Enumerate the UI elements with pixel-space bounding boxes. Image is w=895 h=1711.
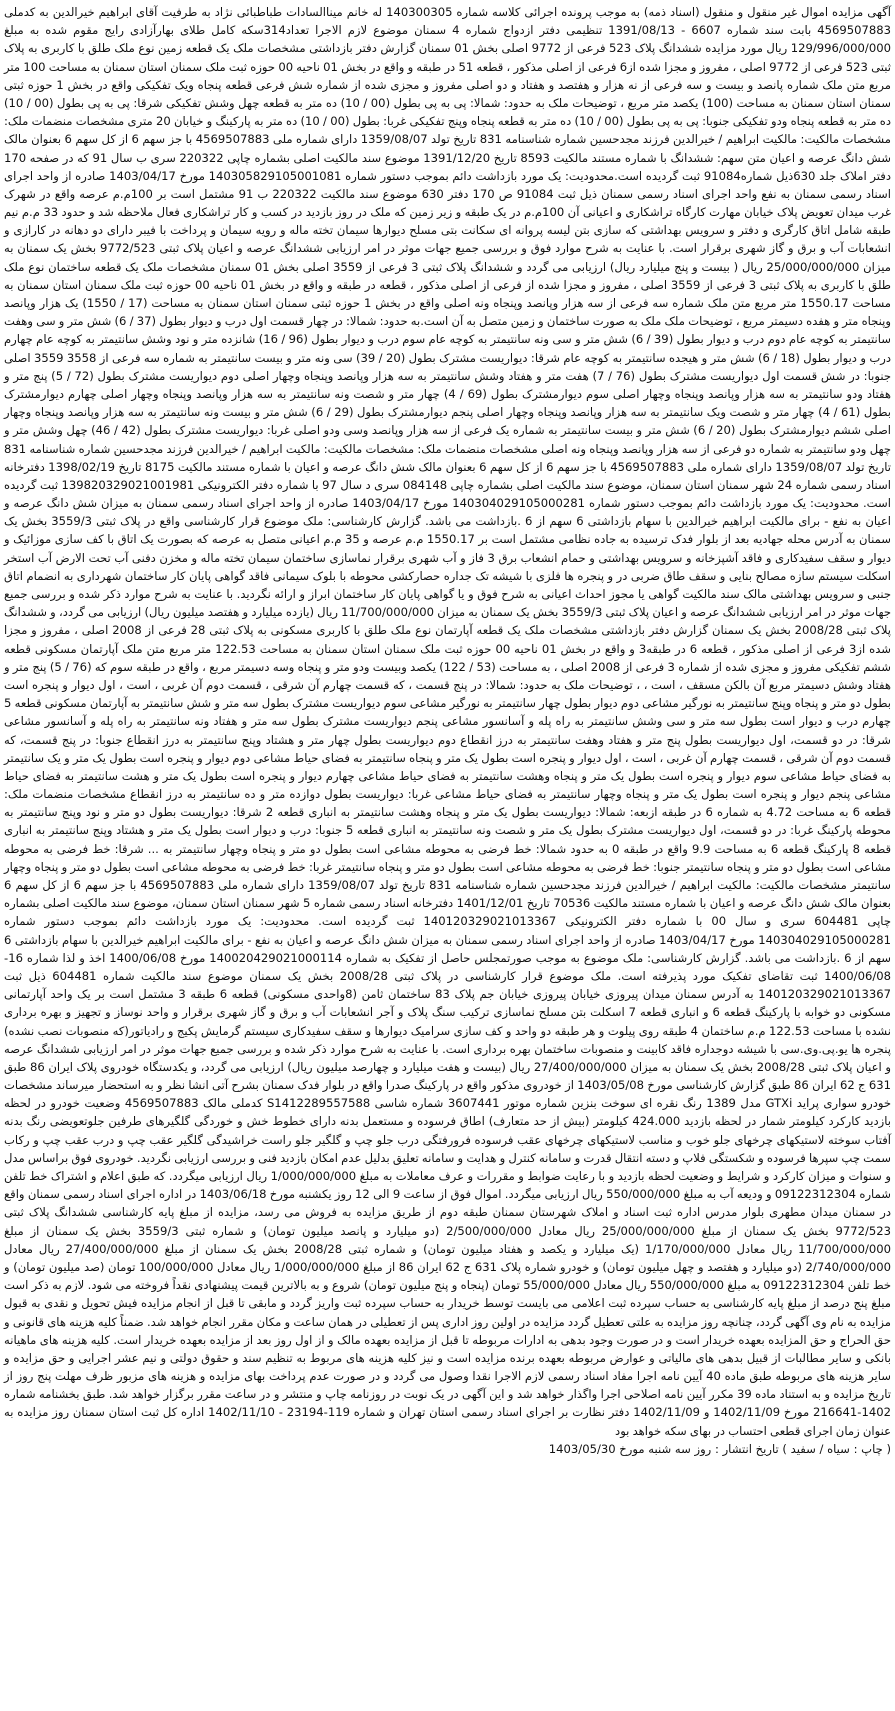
publication-footer: ( چاپ : سیاه / سفید ) تاریخ انتشار : روز سه شنبه مورخ 1403/05/30 (548, 1441, 891, 1456)
auction-notice-body: آگهی مزایده اموال غیر منقول و منقول (اسناد ذمه) به موجب پرونده اجرائی کلاسه شماره 140300305 له خانم میناالسادات طباطبائی نژاد به طرفیت آقای ابراهیم خیرالدین به کدملی 4569507883 بابت سند شماره 6607 - 1391/08/13 تنظیمی دفتر ازدواج شماره 4 سمنان موضوع لازم الاجرا تعداد314سکه کامل طلای بهارآزادی رایج مقوم شده به مبلغ 129/996/000/000 ریال مورد مزایده ششدانگ پلاک 523 فرعی از 9772 اصلی بخش 01 سمنان گزارش دفتر بازداشتی مشخصات ملک یک قطعه زمین نوع ملک طلق با کاربری به پلاک ثبتی 523 فرعی از 9772 اصلی ، مفروز و مجزا شده از6 فرعی از اصلی مذکور ، قطعه 51 در طبقه و واقع در بخش 01 ناحیه 00 حوزه ثبت ملک سمنان استان سمنان به مساحت 100 متر مربع متن ملک شماره پانصد و بیست و سه فرعی از نه هزار و هفتصد و هفتاد و دو اصلی مفروز و مجزی شده از شماره شش فرعی قطعه پنجاه ویک تفکیکی واقع در بخش 1 حوزه ثبتی سمنان استان سمنان به مساحت (100) یکصد متر مربع ، توضیحات ملک به حدود: شمالا: پی به پی بطول (00 / 10) ده متر به قطعه چهل وشش تفکیکی شرقا: پی به پی بطول (00 / 10) ده متر به قطعه پنجاه ودو تفکیکی جنوبا: پی به پی بطول (00 / 10) ده متر به قطعه پنجاه وپنج تفکیکی غربا: بطول (00 / 10) ده متر به پارکینگ و خیابان 20 متری مشخصات منضمات ملک: مشخصات مالکیت: مالکیت ابراهیم / خیرالدین فرزند مجدحسین شماره شناسنامه 831 تاریخ تولد 1359/08/07 دارای شماره ملی 4569507883 با جز سهم 6 از کل سهم 6 بعنوان مالک شش دانگ عرصه و اعیان متن سهم: ششدانگ با شماره مستند مالکیت 8593 تاریخ 1391/12/20 موضوع سند مالکیت اصلی بشماره چاپی 220322 سری ب سال 91 که در صفحه 170 دفتر املاک جلد 630ذیل شماره91084 ثبت گردیده است.محدودیت: یک مورد بازداشت دائم بموجب دستور شماره 140305829105001081 مورخ 1403/04/17 صادره از واحد اجرای اسناد رسمی سمنان به نفع واحد اجرای اسناد رسمی سمنان ذیل ثبت 91084 ص 170 دفتر 630 موضوع سند مالکیت 220322 ب 91 مشتمل است بر 100م.م عرصه واقع در شهرک غرب میدان تعویض پلاک خیابان مهارت کارگاه تراشکاری و اعیانی آن 100م.م در یک طبقه و زیر زمین که ملک در روز بازدید در کسب و کار تراشکاری فعال ملاحظه شد و حدود 33 م.م نیم طبقه شامل اتاق کارگری و دفتر و سرویس بهداشتی که سازی بتن لیسه پروانه ای سکانت بتی مسلح دیوارها سیمان تخته ماله و رویه سیمان و پرداخت با فیبر دارای دو دهانه در کارازی و انشعابات آب و برق و گاز شهری برقرار است. با عنایت به شرح موارد فوق و بررسی جمیع جهات موثر در امر ارزیابی ششدانگ عرصه و اعیان پلاک ثبتی 9772/523 بخش یک سمنان به میزان 25/000/000/000 ریال ( بیست و پنج میلیارد ریال) ارزیابی می گردد و ششدانگ پلاک ثبتی 3 فرعی از 3559 اصلی بخش 01 سمنان مشخصات ملک یک قطعه ساختمان نوع ملک طلق با کاربری به پلاک ثبتی 3 فرعی از 3559 اصلی ، مفروز و مجزا شده از فرعی از اصلی مذکور ، قطعه در طبقه و واقع در بخش 01 ناحیه 00 حوزه ثبت ملک سمنان استان سمنان به مساحت 1550.17 متر مربع متن ملک شماره سه فرعی از سه هزار وپانصد وپنجاه ونه اصلی واقع در بخش 1 حوزه ثبتی سمنان استان سمنان به مساحت (17 / 1550) یک هزار وپانصد وپنجاه متر و هفده دسیمتر مربع ، توضیحات ملک ملک به صورت ساختمان و زمین متصل به آن است.به حدود: شمالا: در چهار قسمت اول درب و دیوار بطول (37 / 6) شش متر و سی وهفت سانتیمتر به کوچه عام دوم درب و دیوار بطول (39 / 6) شش متر و سی ونه سانتیمتر به کوچه عام سوم درب و دیوار بطول (96 / 16) شانزده متر و نود وشش سانتیمتر به کوچه عام چهارم درب و دیوار بطول (18 / 6) شش متر و هیجده سانتیمتر به کوچه عام شرقا: دیواریست مشترک بطول (20 / 39) سی ونه متر و بیست سانتیمتر به شماره سه فرعی از 3558 3559 اصلی جنوبا: در شش قسمت اول دیواریست مشترک بطول (76 / 7) هفت متر و هفتاد وشش سانتیمتر به سه هزار وپانصد وپنجاه وچهار اصلی دوم دیواریست مشترک بطول (72 / 5) پنج متر و هفتاد ودو سانتیمتر به سه هزار وپانصد وپنجاه وچهار اصلی سوم دیوارمشترک بطول (69 / 4) چهار متر و شصت ونه سانتیمتر به سه هزار وپانصد وپنجاه وچهار اصلی چهارم دیوارمشترک بطول (61 / 4) چهار متر و شصت ویک سانتیمتر به سه هزار وپانصد وپنجاه وچهار اصلی پنجم دیوارمشترک بطول (29 / 6) شش متر و بیست ونه سانتیمتر به سه هزار وپانصد وپنجاه وچهار اصلی ششم دیوارمشترک بطول (20 / 6) شش متر و بیست سانتیمتر به شماره یک فرعی از سه هزار وپانصد وسی ودو اصلی غربا: دیواریست مشترک بطول (42 / 46) چهل وشش متر و چهل ودو سانتیمتر به شماره دو فرعی از سه هزار وپانصد وپنجاه ونه اصلی مشخصات منضمات ملک: مشخصات مالکیت: مالکیت ابراهیم / خیرالدین فرزند مجدحسین شماره شناسنامه 831 تاریخ تولد 1359/08/07 دارای شماره ملی 4569507883 با جز سهم 6 از کل سهم 6 بعنوان مالک شش دانگ عرصه و اعیان با شماره مستند مالکیت 8175 تاریخ 1398/02/19 دفترخانه اسناد رسمی شماره 24 شهر سمنان استان سمنان، موضوع سند مالکیت اصلی بشماره چاپی 084148 سری د سال 97 با شماره دفتر الکترونیکی 139820329021001981 ثبت گردیده است. محدودیت: یک مورد بازداشت دائم بموجب دستور شماره 140304029105000281 مورخ 1403/04/17 صادره از واحد اجرای اسناد رسمی سمنان به میزان شش دانگ عرصه و اعیان به نفع - برای مالکیت ابراهیم خیرالدین با سهام بازداشتی 6 سهم از 6 .بازداشت می باشد. گزارش کارشناسی: ملک موضوع قرار کارشناسی واقع در پلاک ثبتی 3559/3 بخش یک سمنان به آدرس محله جهادیه بعد از بلوار فدک ترسیده به جاده نظامی مشتمل است بر 1550.17 م.م عرصه و 35 م.م اعیانی متصل به عرصه که بصورت یک اتاق با کف سازی موزائیک و دیوار و سقف سفیدکاری و فاقد آشپزخانه و سرویس بهداشتی و حمام انشعاب برق 3 فاز و آب شهری برقرار نماسازی ساختمان سیمان تخته ماله و مخزن دفنی آب تحت الارض آب استخر اسکلت سیستم سازه مصالح بنایی و سقف طاق ضربی در و پنجره ها فلزی با شیشه تک جداره حصارکشی محوطه با بلوک سیمانی فاقد گواهی پایان کار ساختمان شهرداری به انضمام اتاق جنبی و سرویس بهداشتی مالک سند مالکیت گواهی یا مجوز احداث اعیانی به شرح فوق و یا گواهی پایان کار ساختمان ابراز و ارائه نگردید. با عنایت به شرح موارد ذکر شده و بررسی جمیع جهات موثر در امر ارزیابی ششدانگ عرصه و اعیان پلاک ثبتی 3559/3 بخش یک سمنان به میزان 11/700/000/000 ریال (یازده میلیارد و هفتصد میلیون ریال) ارزیابی می گردد، و ششدانگ پلاک ثبتی 2008/28 بخش یک سمنان گزارش دفتر بازداشتی مشخصات ملک یک قطعه آپارتمان نوع ملک طلق با کاربری مسکونی به پلاک ثبتی 28 فرعی از 2008 اصلی ، مفروز و مجزا شده از3 فرعی از اصلی مذکور ، قطعه 6 در طبقه3 و واقع در بخش 01 ناحیه 00 حوزه ثبت ملک سمنان استان سمنان به مساحت 122.53 متر مربع متن ملک آپارتمان مسکونی قطعه ششم تفکیکی مفروز و مجزی شده از شماره 3 فرعی از 2008 اصلی ، به مساحت (53 / 122) یکصد وبیست ودو متر و پنجاه وسه دسیمتر مربع ، واقع در طبقه سوم که (76 / 5) پنج متر و هفتاد وشش دسیمتر مربع آن بالکن مسقف ، است ، ، توضیحات ملک به حدود: شمالا: در پنج قسمت ، که قسمت چهارم آن شرقی ، قسمت دوم آن غربی ، است ، اول دیوار و پنجره است بطول دو متر و پنجاه وپنج سانتیمتر به نورگیر مشاعی دوم دیوار بطول چهار سانتیمتر به نورگیر مشاعی سوم دیواریست مشترک بطول سه متر و شش سانتیمتر به آپارتمان مسکونی قطعه 5 چهارم درب و دیوار است بطول سه متر و سی وشش سانتیمتر به راه پله و آسانسور مشاعی پنجم دیواریست مشترک بطول سه متر و هفتاد ونه سانتیمتر به راه پله و آسانسور مشاعی شرقا: در دو قسمت، اول دیواریست بطول پنج متر و هفتاد وهفت سانتیمتر به درز انقطاع دوم دیواریست بطول چهار متر و هشتاد وپنج سانتیمتر به درز انقطاع جنوبا: در پنج قسمت، که قسمت دوم آن شرقی ، قسمت چهارم آن غربی ، است ، اول دیوار و پنجره است بطول یک متر و پنجاه سانتیمتر به فضای حیاط مشاعی دوم دیوار و پنجره است بطول یک متر و یک سانتیمتر به فضای حیاط مشاعی سوم دیوار و پنجره است بطول یک متر و پنجاه وهشت سانتیمتر به فضای حیاط مشاعی چهارم دیوار و پنجره است بطول یک متر و هشت سانتیمتر به فضای حیاط مشاعی پنجم دیوار و پنجره است بطول یک متر و پنجاه وچهار سانتیمتر به فضای حیاط مشاعی غربا: دیواریست بطول دوازده متر و ده سانتیمتر به درز انقطاع مشخصات منضمات ملک: قطعه 6 به مساحت 4.72 به شماره 6 در طبقه ازبعه: شمالا: دیواریست بطول یک متر و پنجاه وهشت سانتیمتر به انباری قطعه 2 شرقا: دیواریست بطول دو متر و نود وپنج سانتیمتر به محوطه پارکینگ غربا: در دو قسمت، اول دیواریست مشترک بطول یک متر و شصت ونه سانتیمتر به انباری قطعه 5 جنوبا: درب و دیوار است بطول یک متر و هشتاد وپنج سانتیمتر به انباری قطعه 8 پارکینگ قطعه 6 به مساحت 9.9 واقع در طبقه 0 به حدود شمالا: خط فرضی به محوطه مشاعی است بطول دو متر و پنجاه وچهار سانتیمتر به ... شرقا: خط فرضی به محوطه مشاعی است بطول دو متر و پنجاه سانتیمتر جنوبا: خط فرضی به محوطه مشاعی است بطول دو متر و پنجاه سانتیمتر غربا: خط فرضی به محوطه مشاعی است بطول دو متر و پنجاه وچهار سانتیمتر مشخصات مالکیت: مالکیت ابراهیم / خیرالدین فرزند مجدحسین شماره شناسنامه 831 تاریخ تولد 1359/08/07 دارای شماره ملی 4569507883 با جز سهم 6 از کل سهم 6 بعنوان مالک شش دانگ عرصه و اعیان با شماره مستند مالکیت 70536 تاریخ 1401/12/01 دفترخانه اسناد رسمی شماره 5 شهر سمنان استان سمنان، موضوع سند مالکیت اصلی بشماره چاپی 604481 سری و سال 00 با شماره دفتر الکترونیکی 140120329021013367 ثبت گردیده است. محدودیت: یک مورد بازداشت دائم بموجب دستور شماره 140304029105000281 مورخ 1403/04/17 صادره از واحد اجرای اسناد رسمی سمنان به میزان شش دانگ عرصه و اعیان به نفع - برای مالکیت ابراهیم خیرالدین با سهام بازداشتی 6 سهم از 6 .بازداشت می باشد. گزارش کارشناسی: ملک موضوع به موجب صورتمجلس حاصل از تفکیک به شماره 140020429021000114 مورخ 1400/06/08 اخذ و لذا شماره 16-1400/06/08 ثبت تقاضای تفکیک مورد پذیرفته است. ملک موضوع قرار کارشناسی در پلاک ثبتی 2008/28 بخش یک سمنان موضوع سند مالکیت شماره 604481 ذیل ثبت 140120329021013367 به آدرس سمنان میدان پیروزی خیابان پیروزی خیابان جم پلاک 83 ساختمان ثامن (8واحدی مسکونی) قطعه 6 طبقه 3 مشتمل است بر یک واحد آپارتمانی مسکونی دو خوابه با پارکینگ قطعه 6 و انباری قطعه 7 اسکلت بتن مسلح نماسازی ترکیب سنگ پلاک و آجر انشعابات آب و برق و گاز شهری برقرار و واحد نوساز و تجهیز و بهره برداری نشده با مساحت 122.53 م.م ساختمان 4 طبقه روی پیلوت و هر طبقه دو واحد و کف سازی سرامیک دیوارها و سقف سفیدکاری سیستم گرمایش پکیج و رادیاتور(که منصوبات نصب نشده) پنجره ها یو.پی.وی.سی با شیشه دوجداره فاقد کابینت و منصوبات ساختمان بهره برداری است. با عنایت به شرح موارد ذکر شده و بررسی جمیع جهات موثر در امر ارزیابی ششدانگ عرصه و اعیان پلاک ثبتی 2008/28 بخش یک سمنان به میزان 27/400/000/000 ریال (بیست و هفت میلیارد و چهارصد میلیون ریال) ارزیابی می گردد، و یکدستگاه خودروی پلاک ایران 86 طبق 631 ج 62 ایران 86 طبق گزارش کارشناسی مورخ 1403/05/08 از خودروی مذکور واقع در پارکینگ صدرا واقع در بلوار فدک سمنان بشرح آتی انشا نظر و به استحضار میرساند مشخصات خودرو سواری پراید GTXi مدل 1389 رنگ نقره ای سوخت بنزین شماره موتور 3607441 شماره شاسی S1412289557588 کدملی مالک 4569507883 وضعیت خودرو در لحظه بازدید کارکرد کیلومتر شمار در لحظه بازدید 424.000 کیلومتر (بیش از حد متعارف) اطاق فرسوده و مستعمل بدنه دارای خطوط خش و خوردگی گلگیرهای طرفین جلوتعویضی رنگ بدنه آفتاب سوخته لاستیکهای چرخهای جلو خوب و مناسب لاستیکهای چرخهای عقب فرسوده فرورفتگی درب جلو چپ و گلگیر جلو راست خراشیدگی گلگیر عقب چپ و درب عقب چپ و رکاب سمت چپ سپرها فرسوده و شکستگی فلاپ و دسته انتقال قدرت و سامانه کنترل و هدایت و سامانه تعلیق بدلیل عدم امکان بازدید فنی و بررسی ارزیابی نگردید. خودروی فوق براساس مدل و سنوات و میزان کارکرد و شرایط و وضعیت لحظه بازدید و با رعایت ضوابط و مقررات و عرف معاملات به مبلغ 1/000/000/000 ریال ارزیابی میگردد. که طبق اعلام و اشتراک خط تلفن شماره 09122312304 و ودیعه آب به مبلغ 550/000/000 ریال ارزیابی میگردد. اموال فوق از ساعت 9 الی 12 روز یکشنبه مورخ 1403/06/18 در اداره اجرای اسناد رسمی سمنان واقع در سمنان میدان مطهری بلوار مدرس اداره ثبت اسناد و املاک شهرستان سمنان طبقه دوم از طریق مزایده به فروش می رسد، مزایده از مبلغ پایه کارشناسی ششدانگ پلاک ثبتی 9772/523 بخش یک سمنان از مبلغ 25/000/000/000 ریال معادل 2/500/000/000 (دو میلیارد و پانصد میلیون تومان) و شماره ثبتی 3559/3 بخش یک سمنان از مبلغ 11/700/000/000 ریال معادل 1/170/000/000 (یک میلیارد و یکصد و هفتاد میلیون تومان) و شماره ثبتی 2008/28 بخش یک سمنان از مبلغ 27/400/000/000 ریال معادل 2/740/000/000 (دو میلیارد و هفتصد و چهل میلیون تومان) و خودرو شماره پلاک 631 ج 62 ایران 86 از مبلغ 1/000/000/000 ریال معادل 100/000/000 تومان (صد میلیون تومان) و خط تلفن 09122312304 به مبلغ 550/000/000 ریال معادل 55/000/000 تومان (پنجاه و پنج میلیون تومان) شروع و به بالاترین قیمت پیشنهادی نقداً فروخته می شود. لازم به ذکر است مبلغ پنج درصد از مبلغ پایه کارشناسی به حساب سپرده ثبت اعلامی می بایست توسط خریدار به حساب سپرده ثبت واریز گردد و مابقی تا قبل از انجام مزایده فیش تحویل و نقدی به قبول مزایده به نام وی آگهی گردد، چنانچه روز مزایده به علتی تعطیل گردد مزایده در اولین روز اداری پس از تعطیلی در همان ساعت و مکان مقرر انجام خواهد شد. ضمناً کلیه هزینه های قانونی و حق الحراج و حق المزایده بعهده خریدار است و در صورت وجود بدهی به ادارات مربوطه تا قبل از مزایده بعهده مالک و از اول روز بعد از مزایده بعهده خریدار است. کلیه هزینه های ماهیانه بانکی و سایر مطالبات از قبیل بدهی های مالیاتی و عوارض مربوطه بعهده برنده مزایده است و نیز کلیه هزینه های مربوط به تنظیم سند و حقوق دولتی و نیم عشر اجرایی و حق مزایده و سایر هزینه های مربوطه طبق ماده 40 آیین نامه اجرا مفاد اسناد رسمی لازم الاجرا نقدا وصول می گردد و در صورت عدم پرداخت بهای مزایده و هزینه های مزبور ظرف مهلت پنج روز از تاریخ مزایده و به استناد ماده 39 مکرر آیین نامه اصلاحی اجرا واگذار خواهد شد و این آگهی در یک نوبت در روزنامه چاپ و منتشر و در ساعت مقرر برگزار خواهد شد. طبق بخشنامه شماره 1402-216641 مورخ 1402/11/09 و 1402/11/09 دفتر نظارت بر اجرای اسناد رسمی استان تهران و شماره 119-23194 - 1402/11/10 اداره کل ثبت استان سمنان روز مزایده به عنوان زمان اجرای قطعی احتساب در بهای سکه خواهد بود (4, 5, 892, 1438)
